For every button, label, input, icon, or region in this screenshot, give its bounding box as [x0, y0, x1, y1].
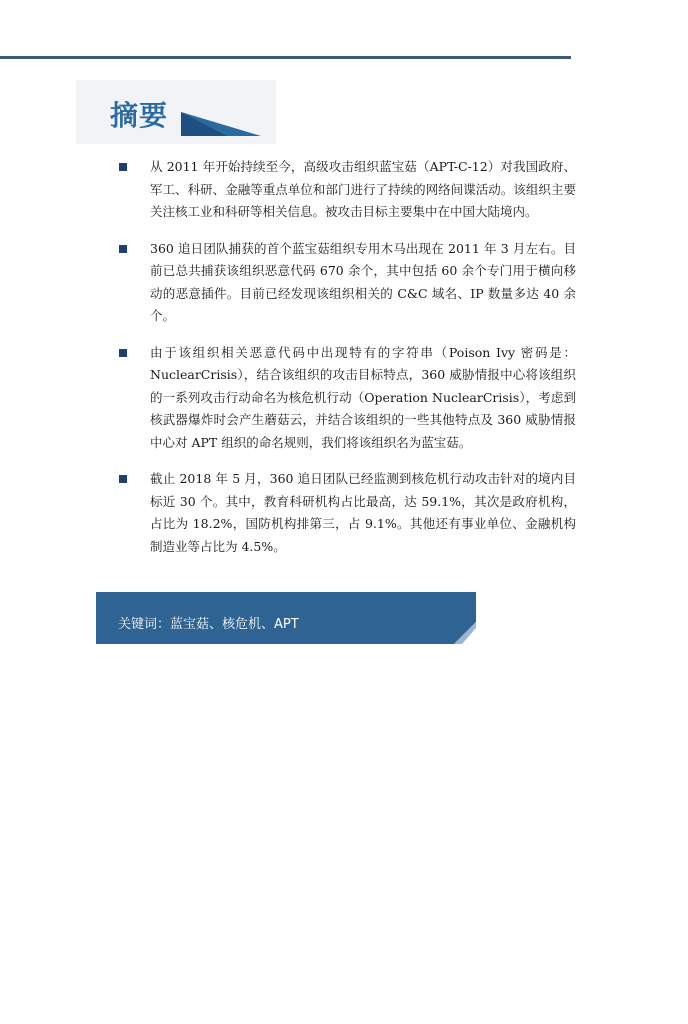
square-bullet-icon [119, 349, 127, 357]
list-item-text: 由于该组织相关恶意代码中出现特有的字符串（Poison Ivy 密码是：NuclearCrisis），结合该组织的攻击目标特点，360 威胁情报中心将该组织的一系列攻击行动命名为核危机行动（Operation NuclearCrisis），考虑到核武器爆炸时会产生蘑菇云，并结合该组织的一些其他特点及 360 威胁情报中心对 APT 组织的命名规则，我们将该组织名为蓝宝菇。 [150, 344, 576, 450]
page-title: 摘要 [110, 99, 169, 132]
summary-list [116, 156, 576, 572]
list-item [116, 238, 576, 328]
heading-wedge-icon [181, 112, 261, 136]
square-bullet-icon [119, 245, 127, 253]
keywords-banner [96, 592, 476, 644]
list-item-text: 360 追日团队捕获的首个蓝宝菇组织专用木马出现在 2011 年 3 月左右。目前已总共捕获该组织恶意代码 670 余个，其中包括 60 余个专门用于横向移动的恶意插件。目前已经发现该组织相关的 C&C 域名、IP 数量多达 40 余个。 [150, 240, 576, 323]
list-item-text: 截止 2018 年 5 月，360 追日团队已经监测到核危机行动攻击针对的境内目标近 30 个。其中，教育科研机构占比最高，达 59.1%，其次是政府机构，占比为 18.2%，国防机构排第三，占 9.1%。其他还有事业单位、金融机构制造业等占比为 4.5%。 [150, 471, 576, 554]
list-item-text: 从 2011 年开始持续至今，高级攻击组织蓝宝菇（APT-C-12）对我国政府、军工、科研、金融等重点单位和部门进行了持续的网络间谍活动。该组织主要关注核工业和科研等相关信息。被攻击目标主要集中在中国大陆境内。 [150, 159, 576, 219]
list-item [116, 468, 576, 558]
square-bullet-icon [119, 475, 127, 483]
square-bullet-icon [119, 163, 127, 171]
list-item [116, 342, 576, 455]
list-item [116, 156, 576, 224]
top-divider-rule [0, 56, 571, 59]
keywords-label: 关键词：蓝宝菇、核危机、APT [118, 617, 299, 632]
